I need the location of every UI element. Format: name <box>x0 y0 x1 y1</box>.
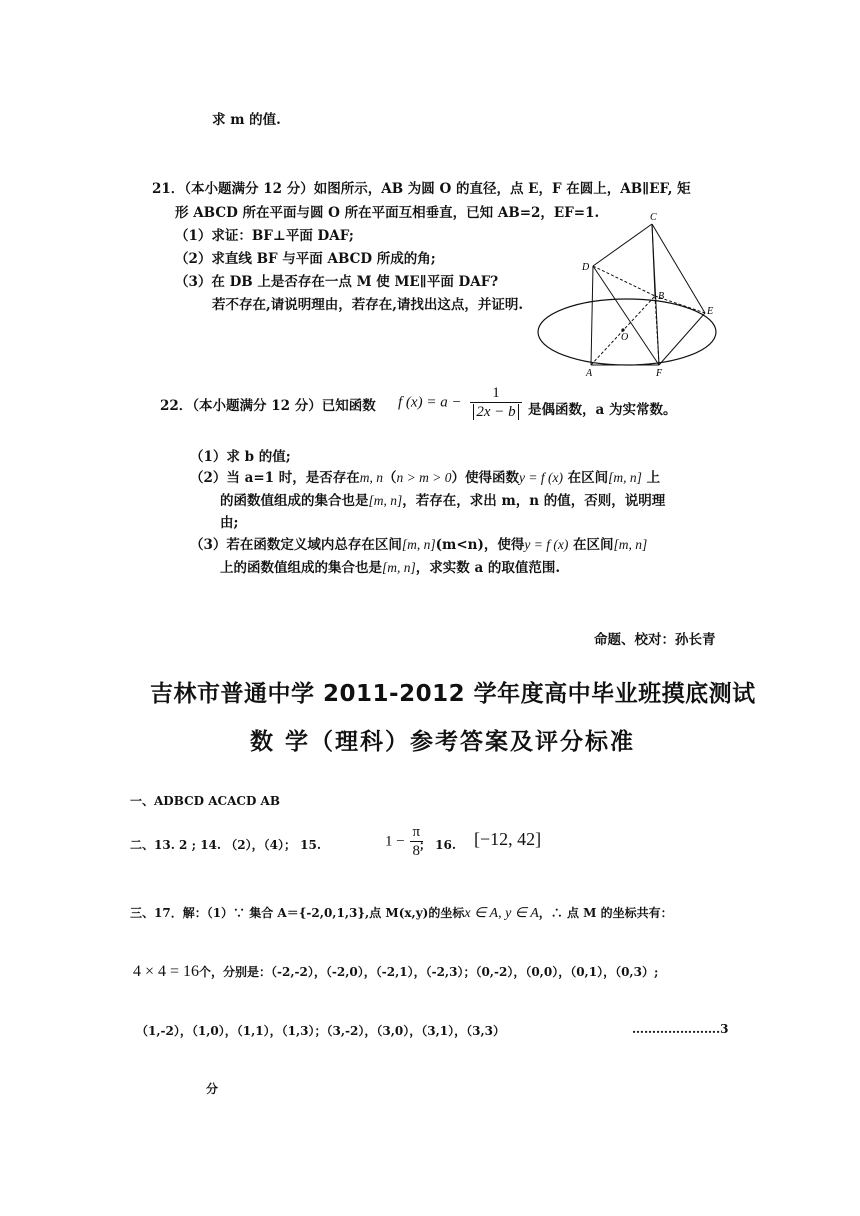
q21-part-3: （3）在 DB 上是否存在一点 M 使 ME∥平面 DAF? <box>175 274 499 290</box>
q22-function-formula <box>398 384 522 421</box>
author-credit: 命题、校对：孙长青 <box>594 632 716 648</box>
edge-df <box>593 266 659 365</box>
q22-func-fraction <box>470 384 521 421</box>
label-a: A <box>586 368 593 379</box>
score-leader-dots: ………………….3 <box>632 1022 729 1036</box>
label-c: C <box>650 212 657 223</box>
q21-intro-line-2: 形 ABCD 所在平面与圆 O 所在平面互相垂直，已知 AB=2，EF=1. <box>175 205 600 221</box>
answers-part-3-line-2: 4 × 4 = 16个，分别是：（-2,-2），（-2,0），（-2,1），（-2,3）；（0,-2），（0,0），（0,1），（0,3）; <box>133 963 659 980</box>
q22-part-2-line-2: 的函数值组成的集合也是[m, n]，若存在，求出 m，n 的值，否则，说明理 <box>220 493 666 509</box>
edge-ef <box>659 313 705 365</box>
edge-db-dashed <box>593 266 655 296</box>
q22-func-denominator: 2x − b <box>470 402 521 421</box>
answers-part-1: 一、ADBCD ACACD AB <box>130 794 280 808</box>
q22-func-numerator: 1 <box>492 385 500 401</box>
q22-part-3-line-2: 上的函数值组成的集合也是[m, n]，求实数 a 的取值范围. <box>220 560 561 576</box>
q22-part-2-line-3: 由; <box>220 515 239 531</box>
answer-key-title: 吉林市普通中学 2011-2012 学年度高中毕业班摸底测试 <box>150 681 756 707</box>
previous-question-tail: 求 m 的值. <box>212 112 281 128</box>
answers-part-3-line-1: 三、17．解：（1）∵ 集合 A＝{-2,0,1,3},点 M(x,y)的坐标x ∈ A, y ∈ A，∴ 点 M 的坐标共有： <box>130 906 673 921</box>
q22-lead: 22．（本小题满分 12 分）已知函数 <box>160 398 376 414</box>
label-f: F <box>656 368 663 379</box>
q22-part-3-line-1: （3）若在函数定义域内总存在区间[m, n](m<n)，使得y = f (x) 在区间[m, n] <box>190 537 648 553</box>
q22-part-1: （1）求 b 的值; <box>190 449 291 465</box>
q21-part-2: （2）求直线 BF 与平面 ABCD 所成的角; <box>175 251 436 267</box>
q21-part-1: （1）求证：BF⊥平面 DAF; <box>175 228 354 244</box>
answers-part-2-mid: ； 16. <box>419 838 457 852</box>
answers-part-3-line-3: （1,-2），（1,0），（1,1），（1,3）；（3,-2），（3,0），（3,1），（3,3） <box>136 1024 505 1038</box>
q21-intro-line-1: 21．（本小题满分 12 分）如图所示，AB 为圆 O 的直径，点 E，F 在圆上，AB∥EF, 矩 <box>152 181 691 197</box>
answer-15-formula: 1 − $\frac{\pi}{8}$ <box>385 823 423 860</box>
answer-key-subtitle: 数 学（理科）参考答案及评分标准 <box>250 729 636 755</box>
q22-func-left: f (x) = a − <box>398 394 462 411</box>
q21-geometry-figure <box>530 208 730 380</box>
label-e: E <box>707 306 714 317</box>
edge-da <box>591 266 593 365</box>
answer-16-interval: [−12, 42] <box>474 829 542 849</box>
edge-dc <box>593 224 652 266</box>
answers-part-2-lead: 二、13. 2 ; 14. （2），（4）； 15. <box>130 838 321 852</box>
label-b: B <box>658 291 665 302</box>
label-d: D <box>582 262 590 273</box>
q21-part-3-continued: 若不存在,请说明理由，若存在,请找出这点，并证明. <box>212 297 524 313</box>
label-o: O <box>621 332 629 343</box>
answer-15-fraction: $\frac{\pi}{8}$ <box>410 823 424 860</box>
score-unit: 分 <box>206 1082 219 1096</box>
q22-tail: 是偶函数，a 为实常数。 <box>528 402 677 418</box>
q22-part-2-line-1: （2）当 a=1 时，是否存在m, n（n > m > 0）使得函数y = f (x) 在区间[m, n] 上 <box>190 470 661 486</box>
